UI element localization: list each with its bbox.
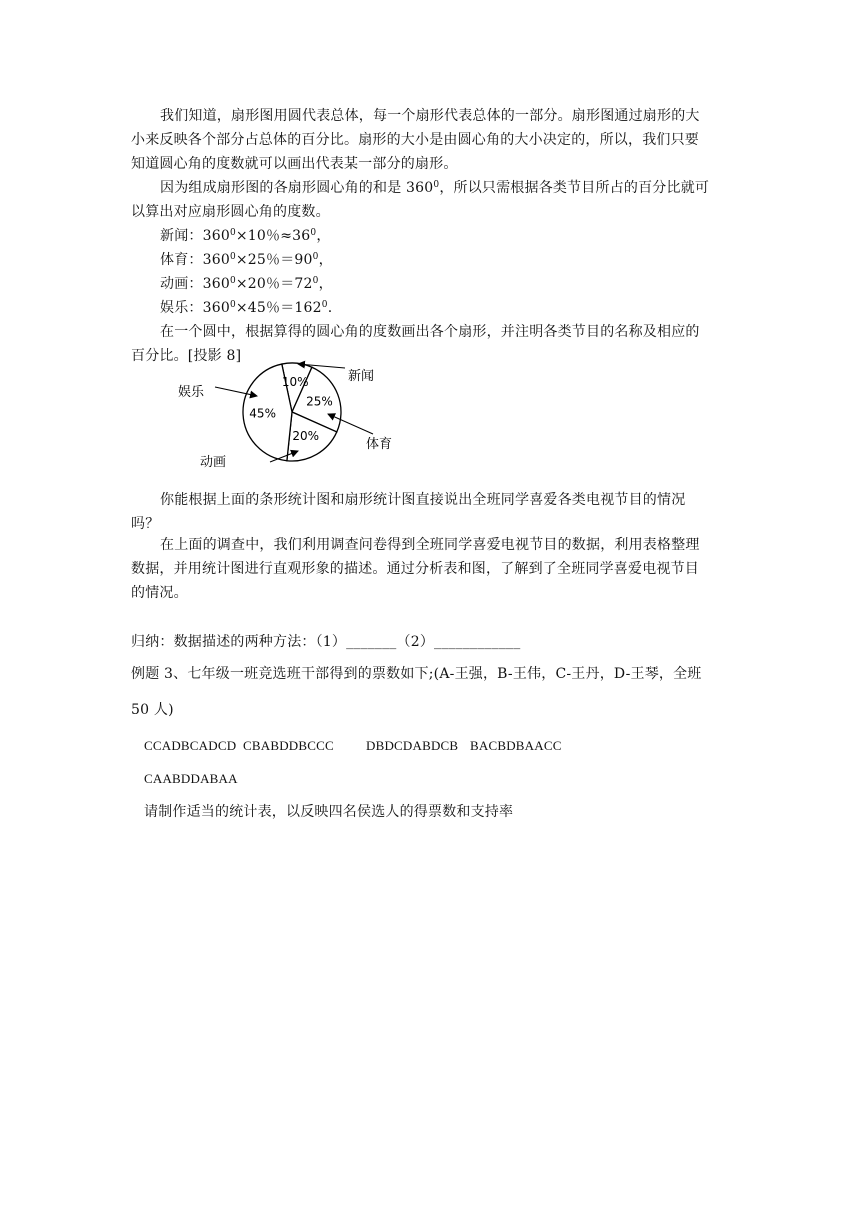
degree-mark: 0 [312, 252, 319, 262]
calc-b: ×10％≈36 [235, 228, 311, 244]
pie-chart [170, 356, 420, 476]
calc-end: ， [318, 276, 333, 292]
intro-line-2: 小来反映各个部分占总体的百分比。扇形的大小是由圆心角的大小决定的，所以，我们只要 [131, 132, 699, 148]
degree-mark: 0 [312, 276, 319, 286]
calc-b: ×45％＝162 [235, 300, 322, 316]
summary-line-3: 的情况。 [131, 585, 188, 601]
callout-label: 体育 [366, 437, 393, 452]
summary-line-1: 在上面的调查中，我们利用调查问卷得到全班同学喜爱电视节目的数据，利用表格整理 [160, 537, 700, 553]
question-line-1: 你能根据上面的条形统计图和扇形统计图直接说出全班同学喜爱各类电视节目的情况 [160, 492, 686, 508]
degree-mark: 0 [310, 228, 317, 238]
degree-mark: 0 [321, 300, 328, 310]
question-line-2: 吗？ [131, 516, 160, 532]
callout-label: 娱乐 [178, 385, 205, 400]
calc-label: 娱乐： [160, 300, 203, 316]
calc-end: . [327, 300, 333, 316]
pie-slice-label: 20% [292, 428, 320, 443]
degree-mark: 0 [229, 300, 236, 310]
calc-a: 360 [202, 228, 230, 244]
calc-entertainment [160, 296, 332, 320]
calc-end: ， [318, 252, 333, 268]
instruction-line-2: 百分比。[投影 8] [131, 348, 242, 364]
calc-animation [160, 272, 333, 296]
pie-slice-label: 25% [306, 394, 333, 409]
calc-end: ， [316, 228, 331, 244]
vote-string-1: CCADBCADCD [144, 738, 237, 753]
intro-line-4-a: 因为组成扇形图的各扇形圆心角的和是 360 [160, 180, 434, 196]
summary-line-2: 数据，并用统计图进行直观形象的描述。通过分析表和图，了解到了全班同学喜爱电视节目 [131, 561, 699, 577]
calc-b: ×20％＝72 [235, 276, 313, 292]
calc-news [160, 224, 331, 248]
intro-line-1: 我们知道，扇形图用圆代表总体，每一个扇形代表总体的一部分。扇形图通过扇形的大 [160, 108, 700, 124]
calc-a: 360 [202, 300, 230, 316]
pie-slice-label: 10% [281, 374, 309, 389]
intro-line-5: 以算出对应扇形圆心角的度数。 [131, 204, 330, 220]
intro-line-3: 知道圆心角的度数就可以画出代表某一部分的扇形。 [131, 156, 458, 172]
degree-mark: 0 [229, 252, 236, 262]
calc-a: 360 [202, 252, 230, 268]
intro-line-4 [160, 176, 709, 200]
calc-sports [160, 248, 333, 272]
pie-slice-label: 45% [249, 406, 276, 421]
callout-label: 动画 [200, 455, 227, 470]
instruction-line-1: 在一个圆中，根据算得的圆心角的度数画出各个扇形，并注明各类节目的名称及相应的 [160, 324, 700, 340]
induction-line: 归纳：数据描述的两种方法：（1）_______（2）____________ [131, 634, 521, 650]
calc-label: 体育： [160, 252, 203, 268]
vote-string-3: DBDCDABDCB [366, 738, 459, 753]
callout-label: 新闻 [348, 369, 375, 384]
calc-label: 新闻： [160, 228, 203, 244]
vote-string-4: BACBDBAACC [470, 738, 562, 753]
example3-line-2: 50 人) [131, 702, 174, 718]
calc-label: 动画： [160, 276, 203, 292]
example3-line-1: 例题 3、七年级一班竞选班干部得到的票数如下;(A-王强，B-王伟，C-王丹，D-王琴，全班 [131, 666, 702, 682]
degree-mark: 0 [229, 228, 236, 238]
vote-string-2: CBABDDBCCC [243, 738, 334, 753]
intro-line-4-b: ，所以只需根据各类节目所占的百分比就可 [439, 180, 710, 196]
degree-mark: 0 [433, 180, 440, 190]
example3-task: 请制作适当的统计表，以反映四名侯选人的得票数和支持率 [144, 804, 514, 820]
vote-string-5: CAABDDABAA [144, 771, 238, 786]
calc-b: ×25％＝90 [235, 252, 313, 268]
degree-mark: 0 [229, 276, 236, 286]
calc-a: 360 [202, 276, 230, 292]
